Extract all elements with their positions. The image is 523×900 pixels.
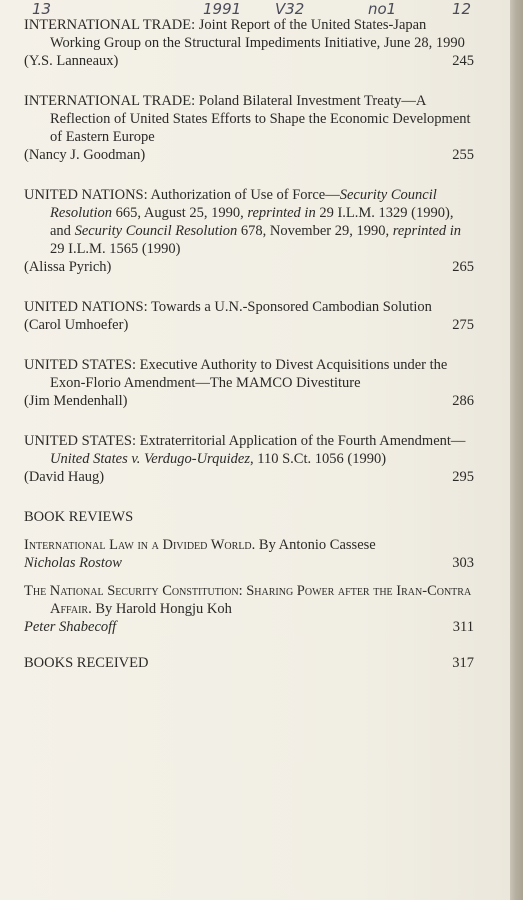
entry-author-line xyxy=(24,146,474,164)
entry-page: 255 xyxy=(452,147,474,163)
title-text: 29 I.L.M. 1565 (1990) xyxy=(50,241,181,257)
entry-author-line xyxy=(24,392,474,410)
toc-entry xyxy=(24,186,474,276)
review-reviewer-line xyxy=(24,618,474,636)
review-page: 311 xyxy=(452,619,474,635)
review-title-text: International Law in a Divided World. xyxy=(24,537,256,553)
entry-title xyxy=(24,186,474,258)
title-text: UNITED NATIONS: Authorization of Use of Force— xyxy=(24,187,340,203)
handwritten-note: V32 xyxy=(275,0,305,18)
title-text: 29 I.L.M. 1329 (1990), and xyxy=(50,205,454,239)
reviewer-name: Peter Shabecoff xyxy=(24,619,117,635)
review-entry xyxy=(24,536,474,572)
review-book-author: By Antonio Cassese xyxy=(255,537,376,553)
entry-author: (David Haug) xyxy=(24,469,105,485)
entry-title: UNITED STATES: Executive Authority to Divest Acquisitions under the Exon-Florio Amendment—The MAMCO Divestiture xyxy=(24,357,448,391)
toc-entry xyxy=(24,356,474,410)
handwritten-note: no1 xyxy=(368,0,397,18)
books-received-page: 317 xyxy=(452,655,474,671)
review-title xyxy=(24,536,474,554)
handwritten-note: 1991 xyxy=(203,0,242,18)
review-book-author: By Harold Hongju Koh xyxy=(91,601,232,617)
entry-title xyxy=(24,432,474,468)
entry-page: 286 xyxy=(452,393,474,409)
reviewer-name: Nicholas Rostow xyxy=(24,555,122,571)
review-page: 303 xyxy=(452,555,474,571)
books-received-entry xyxy=(24,654,474,672)
review-reviewer-line xyxy=(24,554,474,572)
title-text: UNITED STATES: Extraterritorial Application of the Fourth Amendment— xyxy=(24,433,466,449)
entry-page: 275 xyxy=(452,317,474,333)
title-text: 678, November 29, 1990, xyxy=(237,223,393,239)
review-entry xyxy=(24,582,474,636)
entry-title: INTERNATIONAL TRADE: Joint Report of the United States-Japan Working Group on the Structural Impediments Initiative, June 28, 1990 xyxy=(24,17,465,51)
title-text: 665, August 25, 1990, xyxy=(112,205,248,221)
entry-page: 265 xyxy=(452,259,474,275)
page-edge xyxy=(510,0,523,900)
entry-author: (Jim Mendenhall) xyxy=(24,393,128,409)
books-received-label: BOOKS RECEIVED xyxy=(24,655,149,671)
entry-title: UNITED NATIONS: Towards a U.N.-Sponsored Cambodian Solution xyxy=(24,299,432,315)
title-text-italic: reprinted in xyxy=(247,205,316,221)
entry-author-line xyxy=(24,52,474,70)
title-text: , 110 S.Ct. 1056 (1990) xyxy=(250,451,387,467)
title-text-italic: United States v. Verdugo-Urquidez xyxy=(50,451,251,467)
title-text-italic: Security Council Resolution xyxy=(50,187,437,221)
review-title xyxy=(24,582,474,618)
entry-author: (Nancy J. Goodman) xyxy=(24,147,146,163)
entry-author: (Carol Umhoefer) xyxy=(24,317,129,333)
entry-author: (Y.S. Lanneaux) xyxy=(24,53,119,69)
books-received-line xyxy=(24,654,474,672)
title-text-italic: Security Council Resolution xyxy=(74,223,238,239)
entry-author-line xyxy=(24,468,474,486)
toc-entry xyxy=(24,92,474,164)
review-title-text: The National Security Constitution: Sharing Power after the Iran-Contra Affair. xyxy=(24,583,472,617)
entry-page: 295 xyxy=(452,469,474,485)
entry-author-line xyxy=(24,316,474,334)
entry-author-line xyxy=(24,258,474,276)
entry-title: INTERNATIONAL TRADE: Poland Bilateral Investment Treaty—A Reflection of United States Efforts to Shape the Economic Development of Eastern Europe xyxy=(24,93,471,145)
handwritten-note: 13 xyxy=(32,0,52,18)
book-reviews-heading: BOOK REVIEWS xyxy=(24,509,134,525)
title-text-italic: reprinted in xyxy=(392,223,462,239)
table-of-contents xyxy=(24,14,474,672)
toc-entry xyxy=(24,298,474,334)
handwritten-note: 12 xyxy=(452,0,472,18)
toc-entry xyxy=(24,16,474,70)
entry-page: 245 xyxy=(452,53,474,69)
toc-entry xyxy=(24,432,474,486)
entry-author: (Alissa Pyrich) xyxy=(24,259,112,275)
